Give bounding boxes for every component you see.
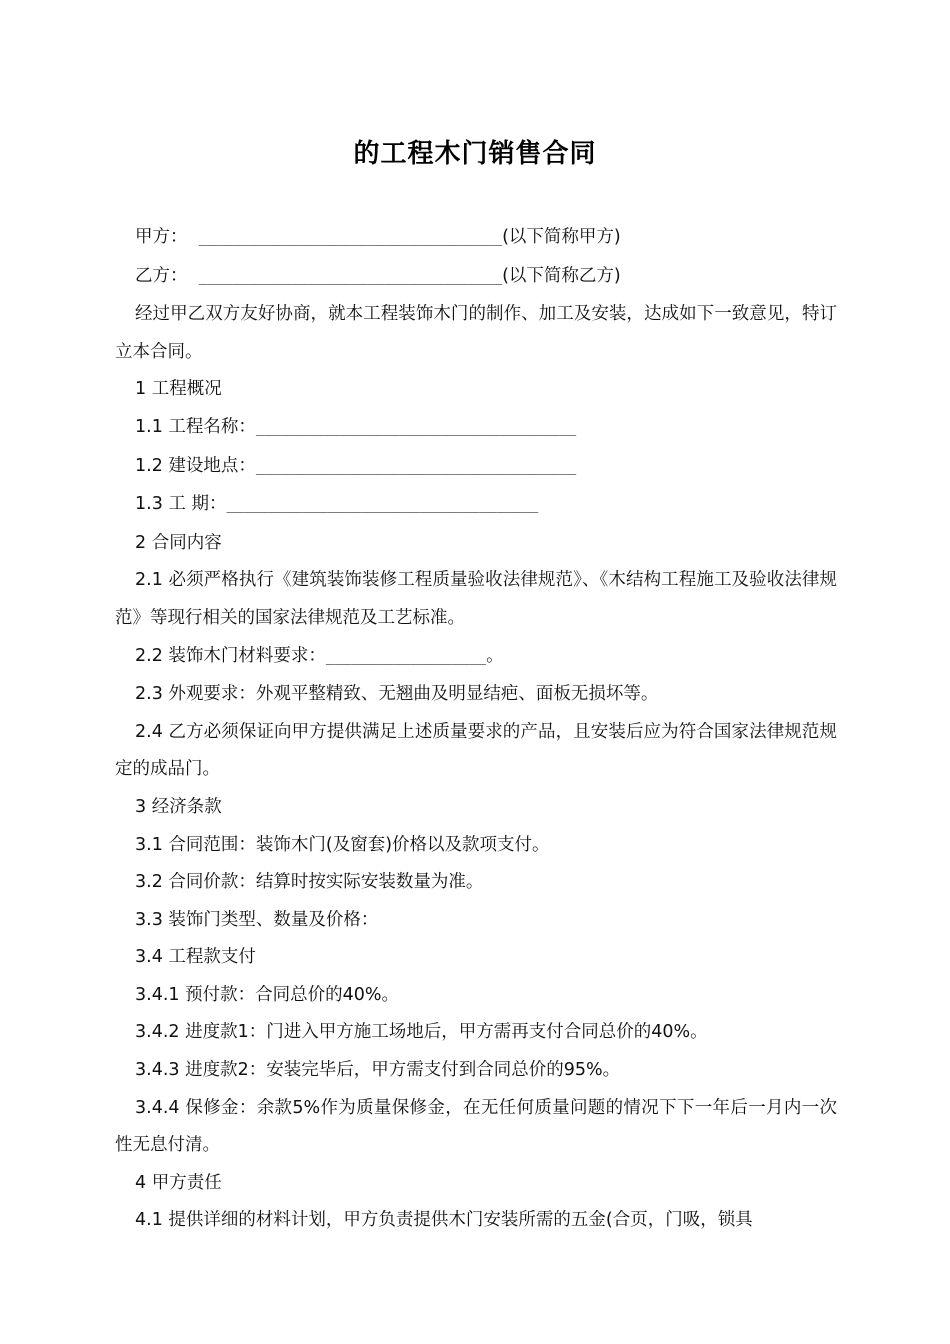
clause-2-4: 2.4 乙方必须保证向甲方提供满足上述质量要求的产品，且安装后应为符合国家法律规范规定的成品门。 — [115, 721, 837, 780]
clause-1-3-label: 1.3 工 期： — [135, 494, 227, 515]
clause-2-2 — [115, 638, 837, 677]
clause-3-4-2: 3.4.2 进度款1：门进入甲方施工场地后，甲方需再支付合同总价的40%。 — [135, 1022, 708, 1043]
clause-2-2-end: 。 — [486, 645, 504, 666]
document-title: 的工程木门销售合同 — [353, 139, 597, 169]
section-3-heading: 3 经济条款 — [135, 796, 222, 817]
clause-1-2-label: 1.2 建设地点： — [135, 455, 256, 476]
clause-3-4-1: 3.4.1 预付款：合同总价的40%。 — [135, 984, 399, 1005]
party-a-label: 甲方： — [135, 227, 188, 247]
clause-1-2-blank: ______________________________________ — [255, 458, 577, 475]
clause-2-1: 2.1 必须严格执行《建筑装饰装修工程质量验收法律规范》、《木结构工程施工及验收法律规范》等现行相关的国家法律规范及工艺标准。 — [115, 570, 837, 628]
clause-3-2: 3.2 合同价款：结算时按实际安装数量为准。 — [135, 872, 484, 893]
party-b-line — [115, 258, 837, 297]
clause-1-3-blank: _____________________________________ — [226, 497, 539, 514]
clause-2-2-label: 2.2 装饰木门材料要求： — [135, 645, 326, 666]
clause-2-2-blank: ___________________ — [325, 648, 487, 665]
clause-1-3 — [115, 486, 837, 525]
section-4-heading: 4 甲方责任 — [135, 1172, 222, 1193]
clause-3-4-4: 3.4.4 保修金：余款5%作为质量保修金，在无任何质量问题的情况下下一年后一月内一次性无息付清。 — [115, 1097, 837, 1156]
clause-1-1 — [115, 409, 837, 448]
party-a-suffix: (以下简称甲方) — [502, 227, 621, 247]
clause-4-1: 4.1 提供详细的材料计划，甲方负责提供木门安装所需的五金(合页，门吸，锁具 — [135, 1210, 753, 1231]
party-a-line — [115, 219, 837, 258]
clause-1-1-blank: ______________________________________ — [255, 419, 577, 436]
clause-3-4: 3.4 工程款支付 — [135, 947, 256, 968]
clause-1-1-label: 1.1 工程名称： — [135, 416, 256, 437]
section-1-heading: 1 工程概况 — [135, 379, 222, 400]
document-body — [115, 219, 837, 1240]
party-b-blank: ____________________________________ — [198, 268, 503, 285]
clause-2-3: 2.3 外观要求：外观平整精致、无翘曲及明显结疤、面板无损坏等。 — [135, 684, 659, 705]
clause-1-2 — [115, 448, 837, 487]
party-a-blank: ____________________________________ — [198, 230, 503, 246]
section-2-heading: 2 合同内容 — [135, 532, 222, 553]
party-b-suffix: (以下简称乙方) — [502, 265, 621, 286]
preamble-paragraph: 经过甲乙双方友好协商，就本工程装饰木门的制作、加工及安装，达成如下一致意见，特订立本合同。 — [115, 304, 837, 362]
party-b-label: 乙方： — [135, 265, 188, 286]
clause-3-3: 3.3 装饰门类型、数量及价格： — [135, 909, 379, 930]
clause-3-4-3: 3.4.3 进度款2：安装完毕后，甲方需支付到合同总价的95%。 — [135, 1060, 621, 1081]
clause-3-1: 3.1 合同范围：装饰木门(及窗套)价格以及款项支付。 — [135, 834, 550, 855]
